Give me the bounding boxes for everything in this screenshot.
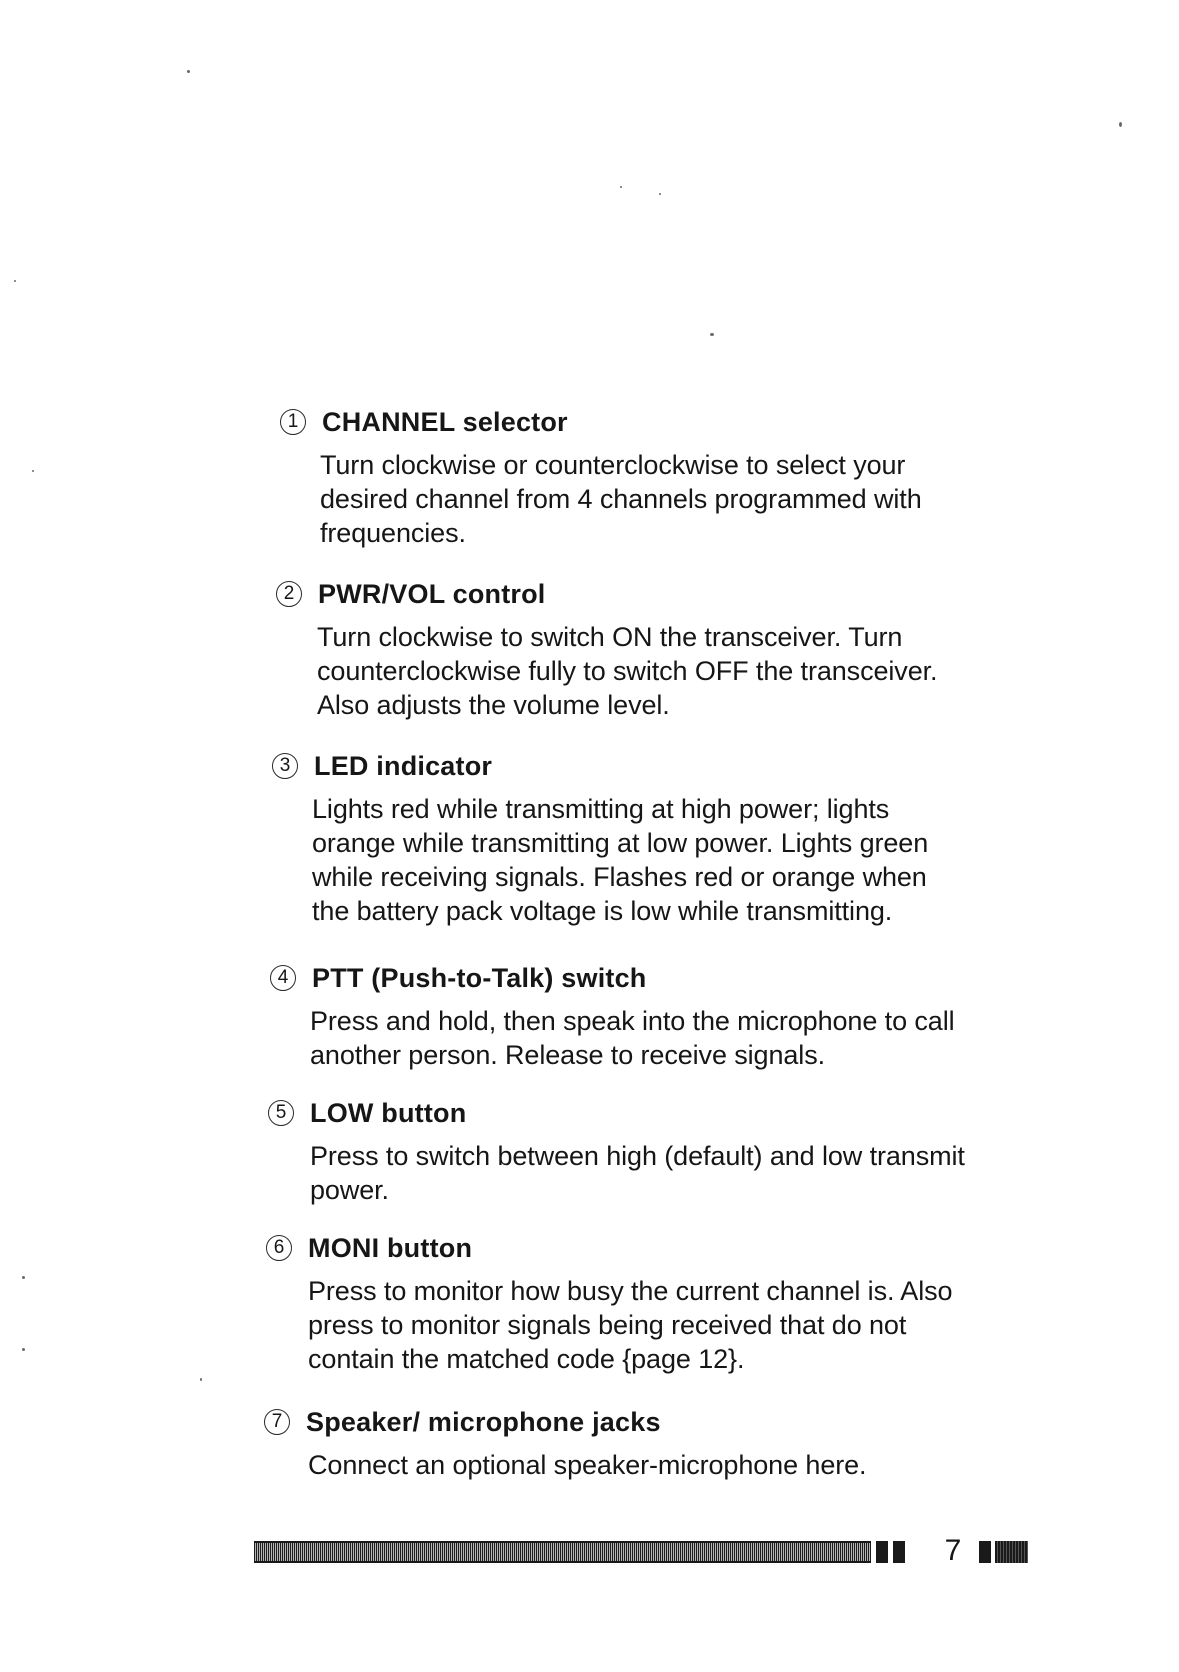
item-description: Turn clockwise or counterclockwise to select your desired channel from 4 channels programmed with frequencies. [320,450,922,548]
item-description: Press and hold, then speak into the microphone to call another person. Release to receive signals. [310,1006,955,1070]
item-title: LOW button [310,1097,467,1128]
list-item [272,748,1092,928]
footer-marker [995,1541,1028,1563]
item-title: PTT (Push-to-Talk) switch [312,962,647,993]
footer-rule [254,1541,871,1563]
circled-number: 1 [280,409,306,435]
item-heading [276,576,1096,612]
footer-marker [893,1541,905,1563]
item-title: Speaker/ microphone jacks [306,1406,661,1437]
circled-number: 5 [268,1100,294,1126]
item-description: Turn clockwise to switch ON the transceiver. Turn counterclockwise fully to switch OFF the transceiver. Also adjusts the volume level. [317,622,938,720]
list-item [268,1095,1088,1207]
item-heading [270,960,1090,996]
item-title: PWR/VOL control [318,578,546,609]
item-description: Lights red while transmitting at high power; lights orange while transmitting at low power. Lights green while receiving signals. Flashes red or orange when the battery pack voltage is low while transmitting. [312,794,929,926]
item-description: Press to monitor how busy the current channel is. Also press to monitor signals being received that do not contain the matched code {page 12}. [308,1276,953,1374]
item-title: LED indicator [314,750,493,781]
circled-number: 2 [276,581,302,607]
footer-marker [979,1541,991,1563]
list-item [270,960,1090,1072]
footer-marker [876,1541,888,1563]
list-item [280,404,1100,550]
item-heading [280,404,1100,440]
item-heading [266,1230,1086,1266]
list-item [266,1230,1086,1376]
item-heading [272,748,1092,784]
circled-number: 3 [272,753,298,779]
item-title: CHANNEL selector [322,406,568,437]
item-heading [264,1404,1084,1440]
item-heading [268,1095,1088,1131]
circled-number: 7 [264,1409,290,1435]
page-number: 7 [944,1534,962,1567]
item-title: MONI button [308,1232,473,1263]
circled-number: 6 [266,1235,292,1261]
circled-number: 4 [270,965,296,991]
list-item [264,1404,1084,1482]
item-description: Press to switch between high (default) and low transmit power. [310,1141,965,1205]
item-description: Connect an optional speaker-microphone here. [308,1450,867,1480]
list-item [276,576,1096,722]
